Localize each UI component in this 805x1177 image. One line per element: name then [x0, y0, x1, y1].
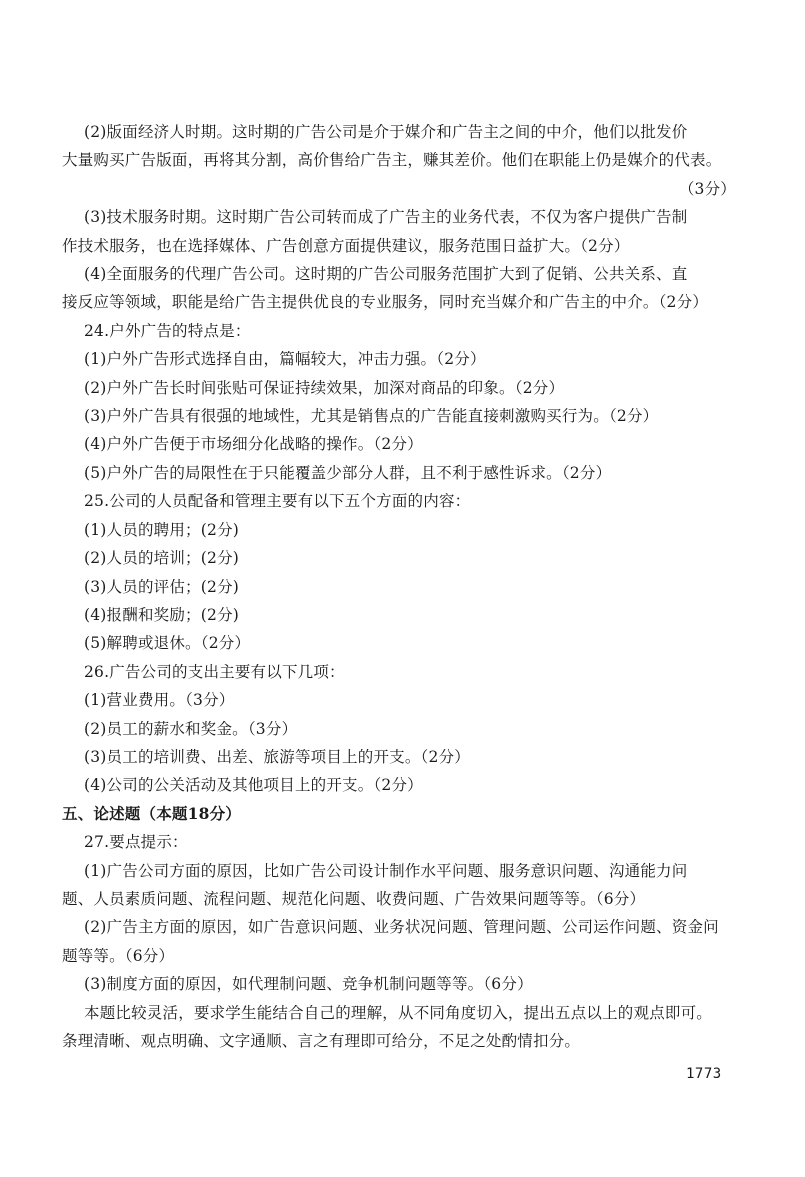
text-line: (1)广告公司方面的原因，比如广告公司设计制作水平问题、服务意识问题、沟通能力问 [84, 861, 688, 880]
text-line: (4)全面服务的代理广告公司。这时期的广告公司服务范围扩大到了促销、公共关系、直 [84, 265, 688, 284]
text-line: (4)报酬和奖励；(2分) [84, 605, 240, 624]
text-line: （3分） [678, 179, 736, 198]
text-line: 25.公司的人员配备和管理主要有以下五个方面的内容： [84, 492, 471, 511]
text-line: (5)解聘或退休。（2分） [84, 634, 251, 653]
text-line: (1)营业费用。（3分） [84, 691, 235, 710]
text-line: 接反应等领域，职能是给广告主提供优良的专业服务，同时充当媒介和广告主的中介。（2分） [62, 293, 709, 312]
text-line: (5)户外广告的局限性在于只能覆盖少部分人群，且不利于感性诉求。（2分） [84, 463, 612, 482]
text-line: (2)员工的薪水和奖金。（3分） [84, 719, 298, 738]
text-line: (1)户外广告形式选择自由，篇幅较大，冲击力强。（2分） [84, 350, 486, 369]
section-heading: 五、论述题（本题18分） [62, 803, 241, 823]
text-line: 题、人员素质问题、流程问题、规范化问题、收费问题、广告效果问题等等。（6分） [62, 889, 646, 908]
text-line: (4)户外广告便于市场细分化战略的操作。（2分） [84, 435, 423, 454]
text-line: (3)户外广告具有很强的地域性，尤其是销售点的广告能直接刺激购买行为。（2分） [84, 407, 659, 426]
text-line: 题等等。（6分） [62, 946, 175, 965]
text-line: 26.广告公司的支出主要有以下几项： [84, 662, 345, 681]
page-number: 1773 [686, 1066, 722, 1082]
text-line: (2)人员的培训；(2分) [84, 549, 240, 568]
text-line: (2)广告主方面的原因，如广告意识问题、业务状况问题、管理问题、公司运作问题、资金问 [84, 918, 719, 937]
text-line: (2)版面经济人时期。这时期的广告公司是介于媒介和广告主之间的中介，他们以批发价 [84, 123, 688, 141]
page-body [62, 118, 742, 1055]
text-line: (3)员工的培训费、出差、旅游等项目上的开支。（2分） [84, 747, 470, 766]
text-line: 条理清晰、观点明确、文字通顺、言之有理即可给分，不足之处酌情扣分。 [62, 1032, 581, 1050]
text-line: (1)人员的聘用；(2分) [84, 520, 240, 539]
text-line: (3)制度方面的原因，如代理制问题、竞争机制问题等等。（6分） [84, 975, 533, 994]
text-line: 27.要点提示： [84, 833, 188, 852]
text-line: (2)户外广告长时间张贴可保证持续效果，加深对商品的印象。（2分） [84, 378, 565, 397]
text-line: 作技术服务，也在选择媒体、广告创意方面提供建议，服务范围日益扩大。（2分） [62, 236, 630, 255]
text-line: 24.户外广告的特点是： [84, 321, 251, 340]
text-line: (3)技术服务时期。这时期广告公司转而成了广告主的业务代表，不仅为客户提供广告制 [84, 208, 688, 227]
text-line: 本题比较灵活，要求学生能结合自己的理解，从不同角度切入，提出五点以上的观点即可。 [84, 1003, 713, 1022]
text-line: (4)公司的公关活动及其他项目上的开支。（2分） [84, 776, 423, 795]
text-line: 大量购买广告版面，再将其分割，高价售给广告主，赚其差价。他们在职能上仍是媒介的代表。 [62, 151, 722, 170]
text-line: (3)人员的评估；(2分) [84, 577, 240, 596]
